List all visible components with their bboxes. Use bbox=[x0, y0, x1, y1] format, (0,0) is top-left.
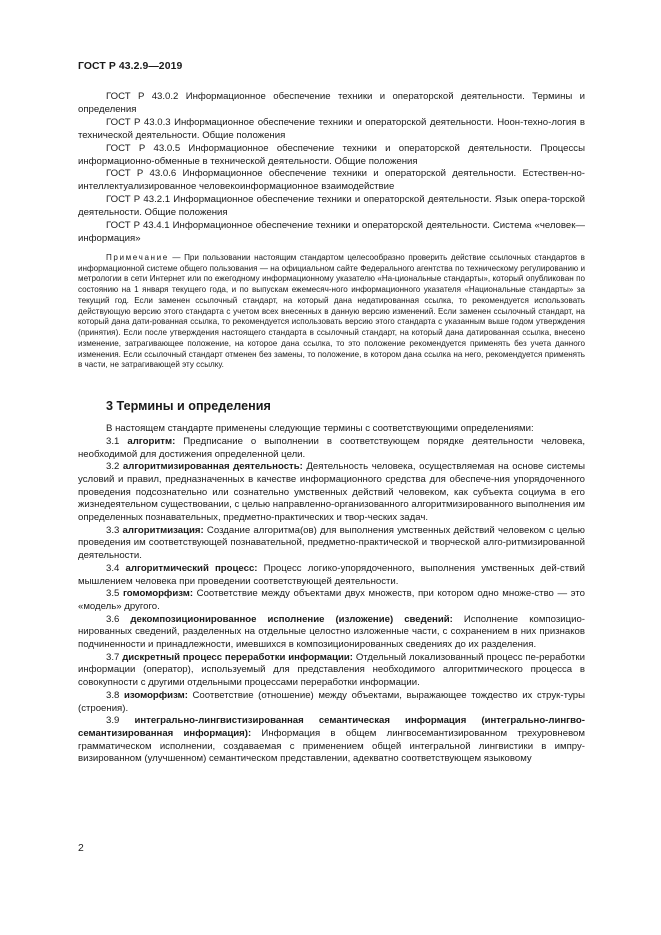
term-number: 3.6 bbox=[106, 613, 131, 625]
term-name: интегрально-лингвистизированная семантическая информация (интегрально-лингво-семантизированная информация): bbox=[78, 715, 585, 739]
section-intro: В настоящем стандарте применены следующие термины с соответствующими определениями: bbox=[106, 423, 534, 435]
reference-item: ГОСТ Р 43.4.1 Информационное обеспечение техники и операторской деятельности. Система «человек—информация» bbox=[78, 220, 585, 244]
term-text: Отдельный локализованный процесс пе-реработки информации (оператор), используемый для представления необходимого алгоритмического процесса в совокупности с другими отдельными процессами переработки информации. bbox=[78, 651, 585, 689]
section-title: 3 Термины и определения bbox=[106, 399, 271, 414]
term-number: 3.3 bbox=[106, 524, 123, 536]
term-definition bbox=[78, 588, 585, 613]
term-name: дискретный процесс переработки информации: bbox=[122, 651, 353, 663]
note-text: — При пользовании настоящим стандартом целесообразно проверить действие ссылочных стандартов в информационной системе общего пользования — на официальном сайте Федерального агентства по техническому регулированию и метрологии в сети Интернет или по ежегодному информационному указателю «На-циональные стандарты», который опубликован по состоянию на 1 января текущего года, и по выпускам ежемесяч-ного информационного указателя «Национальные стандарты» за текущий год. Если заменен ссылочный стандарт, на который дана недатированная ссылка, то рекомендуется использовать действующую версию этого стандарта с учетом всех внесенных в данную версию изменений. Если заменен ссылочный стандарт, на который дана дати-рованная ссылка, то рекомендуется использовать версию этого стандарта с указанным выше годом утверждения (принятия). Если после утверждения настоящего стандарта в ссылочный стандарт, на который дана датированная ссылка, внесено изменение, затрагивающее положение, на которое дана ссылка, то это положение рекомендуется применять без учета данного изменения. Если ссылочный стандарт отменен без замены, то положение, в котором дана ссылка на него, рекомендуется применять в части, не затрагивающей эту ссылку. bbox=[78, 252, 585, 370]
term-definition bbox=[78, 715, 585, 766]
term-definition bbox=[78, 436, 585, 461]
reference-item: ГОСТ Р 43.0.3 Информационное обеспечение техники и операторской деятельности. Ноон-техно-логия в технической деятельности. Общие положения bbox=[78, 116, 585, 141]
term-name: декомпозиционированное исполнение (изложение) сведений: bbox=[130, 613, 453, 625]
term-number: 3.1 bbox=[106, 435, 128, 447]
term-text: Исполнение композицио-нированных сведений, разделенных на отдельные целостно изложенные части, с сохранением в них признаков подчиненности и принадлежности, имевшихся в композиционированных сведениях до их разделения. bbox=[78, 613, 585, 651]
page-number: 2 bbox=[78, 843, 84, 854]
term-name: алгоритмизированная деятельность: bbox=[122, 461, 303, 473]
term-text: Соответствие (отношение) между объектами, выражающее тождество их струк-туры (строения). bbox=[78, 689, 585, 714]
reference-item: ГОСТ Р 43.0.2 Информационное обеспечение техники и операторской деятельности. Термины и определения bbox=[78, 91, 585, 115]
term-name: изоморфизм: bbox=[123, 689, 188, 701]
note-paragraph bbox=[78, 253, 585, 371]
term-number: 3.8 bbox=[106, 689, 124, 701]
term-definition bbox=[78, 690, 585, 715]
term-text: Информация в общем лингвосемантизированном трехуровневом грамматическом исполнении, создаваемая с применением общей интегральной лингвистики в импру-визированном (улучшенном) семантическом представлении, адекватно соответствующем языковому bbox=[78, 728, 585, 765]
term-definition bbox=[78, 652, 585, 690]
term-name: гомоморфизм: bbox=[122, 588, 194, 600]
term-name: алгоритмический процесс: bbox=[125, 562, 258, 574]
term-number: 3.2 bbox=[106, 461, 123, 473]
term-number: 3.4 bbox=[106, 562, 126, 574]
term-definition bbox=[78, 614, 585, 652]
page-content bbox=[78, 91, 585, 766]
term-text: Предписание о выполнении в соответствующем порядке деятельности человека, необходимой для достижения определенной цели. bbox=[78, 435, 585, 460]
reference-item: ГОСТ Р 43.0.6 Информационное обеспечение техники и операторской деятельности. Естествен-но-интеллектуализированное человекоинформационное взаимодействие bbox=[78, 168, 585, 193]
term-name: алгоритм: bbox=[127, 435, 176, 447]
term-name: алгоритмизация: bbox=[122, 524, 204, 536]
term-text: Процесс логико-упорядоченного, выполнения умственных дей-ствий мышлением человека при проведении соответствующей деятельности. bbox=[78, 562, 585, 587]
document-header: ГОСТ Р 43.2.9—2019 bbox=[78, 61, 183, 72]
note-label: Примечание bbox=[106, 252, 169, 262]
term-number: 3.5 bbox=[106, 588, 123, 600]
term-definition bbox=[78, 525, 585, 563]
term-number: 3.9 bbox=[106, 715, 135, 727]
term-text: Деятельность человека, осуществляемая на основе системы условий и правил, предназначенных в качестве информационного средства для обеспече-ния упорядоченного проведения подсознательно или сознательно умственных действий человеком, как субъекта социума в его жизнедеятельном существовании, с целью направленно-организованного алгоритмизированного выполнения им определенных познавательных, предметно-практических и твор-ческих задач. bbox=[78, 461, 586, 524]
term-text: Соответствие между объектами двух множеств, при котором одно множе-ство — это «модель» другого. bbox=[78, 588, 585, 612]
reference-item: ГОСТ Р 43.0.5 Информационное обеспечение техники и операторской деятельности. Процессы информационно-обменные в технической деятельности. Общие положения bbox=[78, 142, 585, 167]
term-definition bbox=[78, 563, 585, 588]
term-number: 3.7 bbox=[106, 651, 123, 663]
term-text: Создание алгоритма(ов) для выполнения умственных действий человеком с целью проведения им соответствующей познавательной, предметно-практической и творческой алго-ритмизированной деятельности. bbox=[78, 524, 585, 562]
reference-item: ГОСТ Р 43.2.1 Информационное обеспечение техники и операторской деятельности. Язык опера-торской деятельности. Общие положения bbox=[78, 194, 585, 219]
term-definition bbox=[78, 461, 585, 525]
